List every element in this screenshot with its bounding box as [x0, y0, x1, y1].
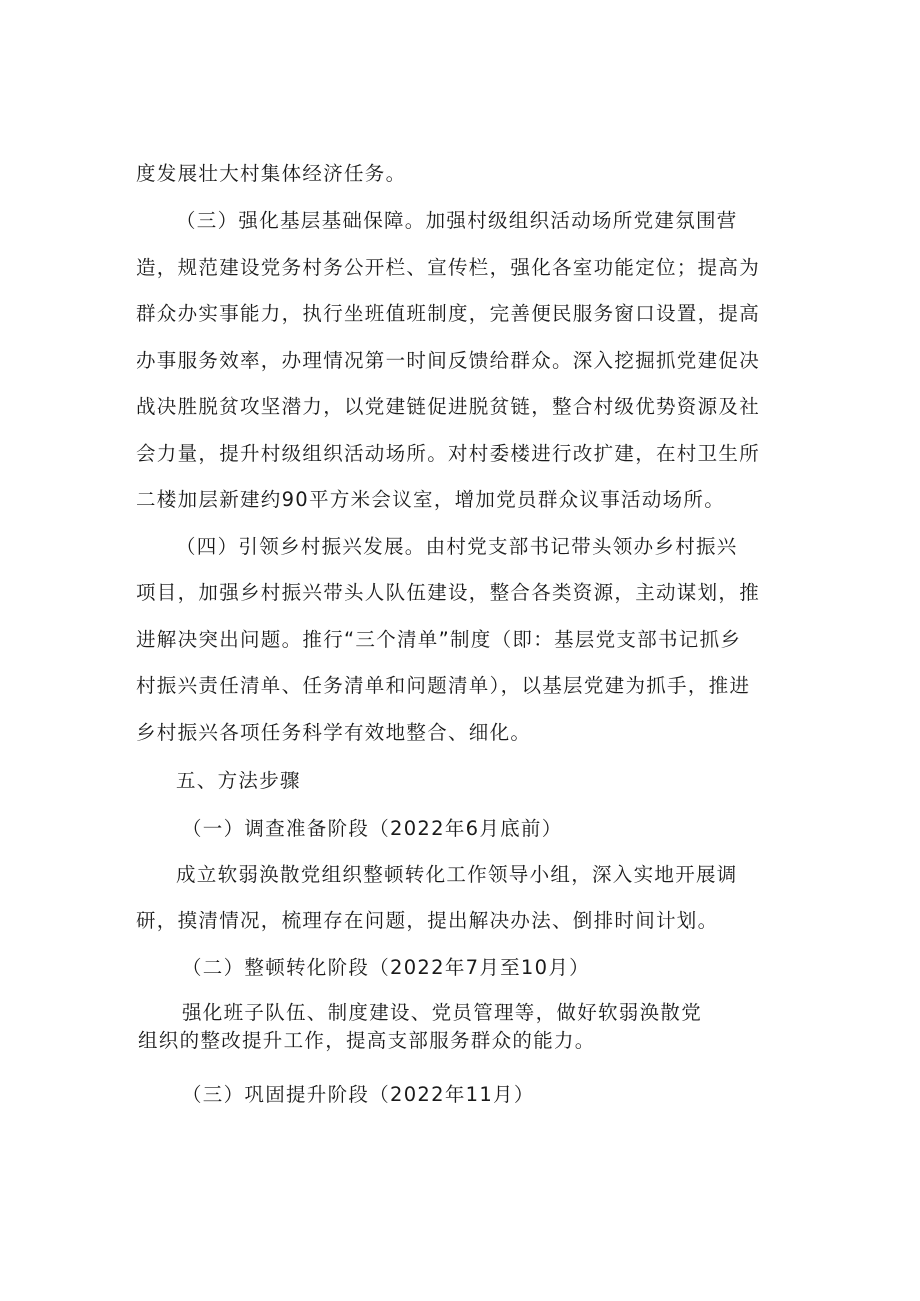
paragraph-line: 村振兴责任清单、任务清单和问题清单），以基层党建为抓手，推进 [136, 674, 751, 697]
section-heading-4: （四）引领乡村振兴发展。由村党支部书记带头领办乡村振兴 [176, 535, 738, 558]
stage-heading-2: （二）整顿转化阶段（2022年7月至10月） [182, 956, 590, 979]
paragraph-line: 乡村振兴各项任务科学有效地整合、细化。 [136, 721, 532, 744]
paragraph-line: 组织的整改提升工作，提高支部服务群众的能力。 [138, 1029, 596, 1052]
stage-heading-3: （三）巩固提升阶段（2022年11月） [182, 1083, 535, 1106]
paragraph-line: 会力量，提升村级组织活动场所。对村委楼进行改扩建，在村卫生所 [136, 442, 761, 465]
paragraph-line: 强化班子队伍、制度建设、党员管理等，做好软弱涣散党 [182, 1001, 703, 1024]
paragraph-line: 二楼加层新建约90平方米会议室，增加党员群众议事活动场所。 [136, 488, 726, 511]
paragraph-line: 造，规范建设党务村务公开栏、宣传栏，强化各室功能定位；提高为 [136, 256, 761, 279]
paragraph-line: 项目，加强乡村振兴带头人队伍建设，整合各类资源，主动谋划，推 [136, 581, 761, 604]
paragraph-line: 群众办实事能力，执行坐班值班制度，完善便民服务窗口设置，提高 [136, 302, 761, 325]
paragraph-line: 进解决突出问题。推行“三个清单”制度（即：基层党支部书记抓乡 [136, 628, 742, 651]
paragraph-line: 办事服务效率，办理情况第一时间反馈给群众。深入挖掘抓党建促决 [136, 349, 761, 372]
paragraph-line: 成立软弱涣散党组织整顿转化工作领导小组，深入实地开展调 [176, 863, 738, 886]
chapter-heading-5: 五、方法步骤 [176, 769, 301, 792]
stage-heading-1: （一）调查准备阶段（2022年6月底前） [182, 817, 563, 840]
section-heading-3: （三）强化基层基础保障。加强村级组织活动场所党建氛围营 [176, 209, 738, 232]
paragraph-line: 研，摸清情况，梳理存在问题，提出解决办法、倒排时间计划。 [136, 909, 719, 932]
paragraph-line: 度发展壮大村集体经济任务。 [136, 162, 407, 185]
paragraph-line: 战决胜脱贫攻坚潜力，以党建链促进脱贫链，整合村级优势资源及社 [136, 395, 761, 418]
